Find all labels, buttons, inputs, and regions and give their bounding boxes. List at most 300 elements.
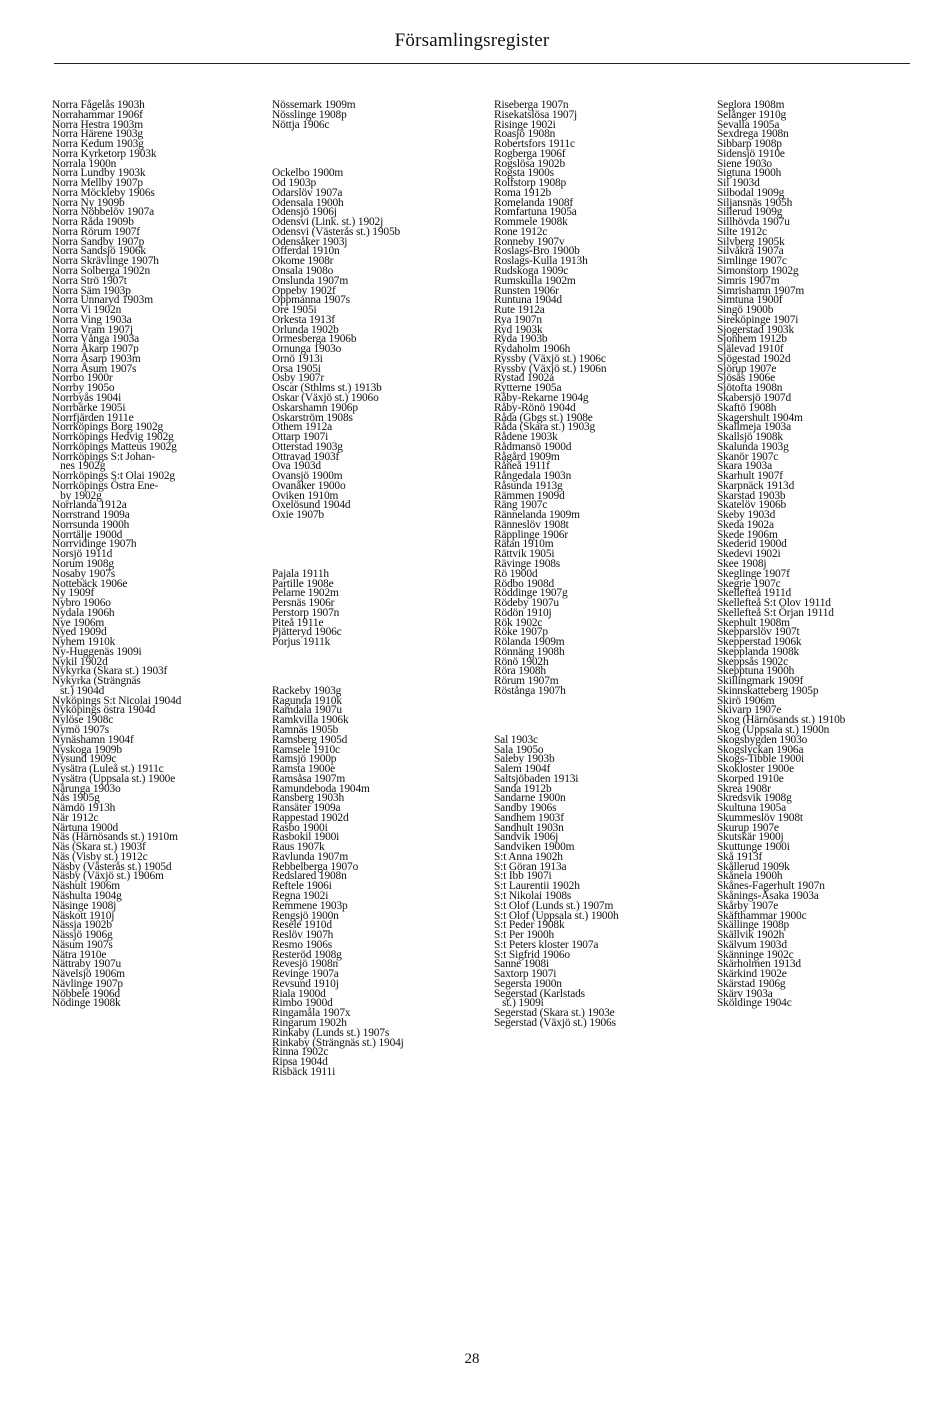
register-entry: Skrea 1908r	[717, 782, 771, 795]
register-entry: Rök 1902c	[494, 616, 543, 629]
column-gap	[272, 658, 487, 668]
register-entry: Ramnäs 1905b	[272, 724, 339, 736]
register-entry: Ottarp 1907i	[272, 431, 329, 444]
register-entry: Rytterne 1905a	[494, 382, 562, 395]
register-entry: Norum 1908g	[52, 557, 114, 570]
register-entry: Rinna 1902c	[272, 1046, 329, 1059]
register-entry: Skurup 1907e	[717, 821, 779, 834]
register-entry: Nottebäck 1906e	[52, 577, 128, 590]
register-entry: Näskott 1910j	[52, 909, 115, 922]
register-entry: Norra Unnaryd 1903m	[52, 294, 153, 307]
register-entry: Oppeby 1902f	[272, 284, 336, 297]
register-entry: Norrlanda 1912a	[52, 499, 127, 512]
register-entry: Silvberg 1905k	[717, 235, 785, 248]
register-entry: Ramsjö 1900p	[272, 753, 337, 766]
register-entry: När 1912c	[52, 811, 99, 824]
register-entry: Ransberg 1903h	[272, 792, 345, 805]
register-entry: Skee 1908j	[717, 557, 767, 570]
register-entry: Skogsbygden 1903o	[717, 733, 808, 746]
register-entry: Ramsta 1900e	[272, 763, 336, 776]
register-entry: Oxie 1907b	[272, 509, 324, 522]
register-entry: Rö 1900d	[494, 567, 538, 580]
register-entry: Nyhem 1910k	[52, 636, 116, 649]
register-entry: Skellefteå 1911d	[717, 587, 792, 600]
register-entry: Nätra 1910e	[52, 948, 107, 961]
register-entry: Ronneby 1907v	[494, 235, 565, 248]
register-entry: Ny 1909f	[52, 587, 95, 600]
register-entry: Rogslösa 1902b	[494, 157, 565, 170]
register-entry: Rystad 1902a	[494, 372, 555, 385]
register-entry: Piteå 1911e	[272, 616, 324, 629]
register-entry: Rumskulla 1902m	[494, 274, 576, 287]
register-entry: Skarpnäck 1913d	[717, 479, 795, 492]
register-entry: Rommele 1908k	[494, 216, 568, 229]
register-entry: Sandby 1906s	[494, 802, 557, 815]
register-entry: Skarhult 1907f	[717, 470, 783, 483]
register-entry: Ramdala 1907u	[272, 704, 342, 717]
register-entry: Råby-Rekarne 1904g	[494, 391, 589, 404]
register-entry: Revinge 1907a	[272, 968, 339, 981]
register-entry: Salem 1904f	[494, 763, 551, 776]
register-entry: Sandhult 1903n	[494, 821, 564, 834]
register-entry: Ornunga 1903o	[272, 343, 342, 356]
register-entry: Nämdö 1913h	[52, 802, 116, 815]
register-entry: Nykil 1902d	[52, 655, 108, 668]
register-entry: Ockelbo 1900m	[272, 167, 344, 180]
register-entry: Nyed 1909d	[52, 626, 107, 639]
register-entry: Risekatslösa 1907j	[494, 108, 578, 121]
register-entry: Simtuna 1900f	[717, 294, 783, 307]
register-entry: Sandviken 1900m	[494, 841, 575, 854]
register-entry: st.) 1904d	[52, 684, 105, 697]
register-entry: Skärv 1903a	[717, 987, 773, 1000]
register-entry: Robertsfors 1911c	[494, 138, 575, 151]
register-entry: Skillingmark 1909f	[717, 675, 804, 688]
register-entry: Segersta 1900n	[494, 977, 562, 990]
register-entry: Resteröd 1908g	[272, 948, 342, 961]
register-entry: Orkesta 1913f	[272, 313, 335, 326]
register-entry: by 1902g	[52, 489, 102, 502]
register-entry: Ryd 1903k	[494, 323, 543, 336]
register-entry: Skå 1913f	[717, 850, 763, 863]
register-entry: Norra Skrävlinge 1907h	[52, 255, 159, 268]
register-entry: Riala 1900d	[272, 987, 326, 1000]
register-entry: Sandhem 1903f	[494, 811, 564, 824]
register-entry: Ransäter 1909a	[272, 802, 341, 815]
register-entry: Pajala 1911h	[272, 567, 329, 580]
register-entry: Skånings-Åsaka 1903a	[717, 890, 819, 903]
register-entry: Skinnskatteberg 1905p	[717, 684, 819, 697]
register-entry: S:t Olof (Lunds st.) 1907m	[494, 899, 614, 912]
register-entry: Odensvi (Link. st.) 1902j	[272, 216, 384, 229]
register-entry: Sidensjö 1910e	[717, 147, 785, 160]
register-entry: Nymö 1907s	[52, 724, 110, 736]
register-entry: Nykyrka (Strängnäs	[52, 675, 141, 688]
register-entry: Skärstad 1906g	[717, 977, 786, 990]
register-entry: Revesjö 1908n	[272, 958, 339, 971]
register-entry: Norrköpings Borg 1902g	[52, 421, 164, 434]
register-entry: Rudskoga 1909c	[494, 265, 569, 278]
register-entry: Skara 1903a	[717, 460, 772, 473]
register-entry: Norra Sandsjö 1906k	[52, 245, 146, 258]
register-entry: Sal 1903c	[494, 733, 538, 746]
register-entry: Sjösås 1906e	[717, 372, 776, 385]
register-entry: Persnäs 1906r	[272, 597, 335, 610]
register-entry: Skedevi 1902i	[717, 548, 781, 561]
register-entry: Rone 1912c	[494, 225, 548, 238]
register-entry: Skepplanda 1908k	[717, 645, 800, 658]
register-entry: Norrköpings Östra Ene-	[52, 479, 159, 492]
register-entry: Ryssby (Växjö st.) 1906c	[494, 352, 606, 365]
register-entry: Runsten 1906r	[494, 284, 559, 297]
register-entry: Norrsunda 1900h	[52, 518, 130, 531]
register-entry: Silbodal 1909g	[717, 186, 785, 199]
register-entry: Orlunda 1902b	[272, 323, 339, 336]
register-entry: Odarslöv 1907a	[272, 186, 343, 199]
column-gap	[272, 140, 487, 150]
register-entry: Nösslinge 1908p	[272, 108, 347, 121]
register-entry: Silte 1912c	[717, 225, 767, 238]
register-entry: Röstånga 1907h	[494, 684, 566, 697]
register-entry: Rödeby 1907u	[494, 597, 559, 610]
register-entry: Norra Fågelås 1903h	[52, 99, 145, 111]
register-entry: Risbäck 1911i	[272, 1065, 336, 1078]
register-entry: Rydaholm 1906h	[494, 343, 571, 356]
register-entry: Skultuna 1905a	[717, 802, 787, 815]
register-entry: Roasjö 1908n	[494, 128, 556, 141]
register-entry: Skepperstad 1906k	[717, 636, 802, 649]
register-entry: Råda (Gbgs st.) 1908e	[494, 411, 593, 424]
register-entry: Ova 1903d	[272, 460, 321, 473]
register-entry: Sjogerstad 1903k	[717, 323, 795, 336]
register-entry: Rolfstorp 1908p	[494, 177, 567, 190]
register-entry: Skabersjö 1907d	[717, 391, 791, 404]
column-gap	[272, 667, 487, 677]
register-entry: st.) 1909i	[494, 997, 544, 1010]
register-entry: Rogberga 1906f	[494, 147, 566, 160]
register-entry: Skirö 1906m	[717, 694, 775, 707]
register-entry: Norra Vi 1902n	[52, 304, 122, 317]
register-entry: Segerstad (Karlstads	[494, 987, 585, 1000]
register-entry: Sjötofta 1908n	[717, 382, 783, 395]
register-entry: Resele 1910d	[272, 919, 332, 932]
register-entry: Nybro 1906o	[52, 597, 111, 610]
register-entry: Oskar (Växjö st.) 1906o	[272, 391, 379, 404]
register-entry: Norrstrand 1909a	[52, 509, 130, 522]
register-entry: Ryssby (Växjö st.) 1906n	[494, 362, 607, 375]
register-entry: Odensvi (Västerås st.) 1905b	[272, 225, 401, 238]
register-entry: Roslags-Kulla 1913h	[494, 255, 588, 268]
register-entry: Skredsvik 1908g	[717, 792, 792, 805]
register-entry: Orsa 1905i	[272, 362, 321, 375]
column-gap	[272, 150, 487, 160]
register-entry: Ragunda 1910k	[272, 694, 342, 707]
register-entry: S:t Olof (Uppsala st.) 1900h	[494, 909, 619, 922]
register-entry: Röra 1908h	[494, 665, 546, 678]
register-entry: Norrbyås 1904i	[52, 391, 122, 404]
register-entry: Porjus 1911k	[272, 636, 331, 649]
register-entry: Simonstorp 1902g	[717, 265, 799, 278]
register-entry: Runtuna 1904d	[494, 294, 562, 307]
register-entry: Offerdal 1910n	[272, 245, 340, 258]
register-entry: Skällinge 1908p	[717, 919, 790, 932]
register-entry: Näshulta 1904g	[52, 890, 122, 903]
register-column-2	[272, 101, 487, 1078]
register-entry: Nyköpings östra 1904d	[52, 704, 156, 717]
register-entry: Rackeby 1903g	[272, 684, 342, 697]
register-entry: Skållerud 1909k	[717, 860, 790, 873]
register-entry: Rasbo 1900i	[272, 821, 328, 834]
register-entry: Odensjö 1906j	[272, 206, 337, 219]
register-entry: Råneå 1911f	[494, 460, 550, 473]
register-entry: Risinge 1902i	[494, 118, 556, 131]
register-entry: Norra Åsarp 1903m	[52, 352, 141, 365]
register-entry: Norra Rörum 1907f	[52, 225, 140, 238]
register-entry: S:t Göran 1913a	[494, 860, 567, 873]
register-entry: Skaftö 1908h	[717, 401, 777, 414]
register-entry: Ornö 1913i	[272, 352, 323, 365]
register-entry: Ryda 1903b	[494, 333, 548, 346]
register-entry: S:t Per 1900h	[494, 929, 555, 942]
register-entry: Ramundeboda 1904m	[272, 782, 370, 795]
register-entry: Skalunda 1903g	[717, 440, 789, 453]
register-entry: Rölanda 1909m	[494, 636, 565, 649]
register-entry: Rännelanda 1909m	[494, 509, 580, 522]
register-entry: Råsunda 1913g	[494, 479, 563, 492]
register-entry: Skånela 1900h	[717, 870, 783, 883]
register-entry: Roslags-Bro 1900b	[494, 245, 580, 258]
register-entry: Ramsele 1910c	[272, 743, 340, 756]
register-entry: Skivarp 1907e	[717, 704, 782, 717]
register-entry: Regna 1902i	[272, 890, 329, 903]
register-entry: Norrköpings S:t Johan-	[52, 450, 156, 463]
register-entry: Skorped 1910e	[717, 772, 784, 785]
register-entry: Skällvik 1902h	[717, 929, 785, 942]
register-entry: Rödön 1910j	[494, 606, 552, 619]
register-entry: Norra Åsum 1907s	[52, 362, 137, 375]
register-entry: Sil 1903d	[717, 177, 760, 190]
register-entry: Nysätra (Luleå st.) 1911c	[52, 763, 164, 776]
register-entry: Odensala 1900h	[272, 196, 344, 209]
register-entry: S:t Nikolai 1908s	[494, 890, 572, 903]
register-entry: Nöbbele 1906d	[52, 987, 120, 1000]
register-entry: Simris 1907m	[717, 274, 780, 287]
register-entry: Onslunda 1907m	[272, 274, 349, 287]
register-entry: Skärholmen 1913d	[717, 958, 801, 971]
register-entry: Sigtuna 1900h	[717, 167, 782, 180]
register-entry: Ramsåsa 1907m	[272, 772, 346, 785]
register-entry: S:t Peters kloster 1907a	[494, 938, 599, 951]
register-entry: Nylöse 1908c	[52, 714, 114, 727]
register-entry: S:t Peder 1908k	[494, 919, 565, 932]
register-entry: Oviken 1910m	[272, 489, 339, 502]
register-entry: Norrköpings S:t Olai 1902g	[52, 470, 175, 483]
register-entry: Rågård 1909m	[494, 450, 560, 463]
register-entry: Sillerud 1909g	[717, 206, 783, 219]
register-entry: Norra Härene 1903g	[52, 128, 143, 141]
register-entry: Seglora 1908m	[717, 99, 785, 111]
column-gap	[272, 521, 487, 531]
register-entry: Nässjö 1906g	[52, 929, 113, 942]
register-entry: Pelarne 1902m	[272, 587, 339, 600]
register-entry: Nyskoga 1909b	[52, 743, 122, 756]
register-entry: S:t Ibb 1907i	[494, 870, 552, 883]
register-entry: Skeppsås 1902c	[717, 655, 788, 668]
register-entry: Skederid 1900d	[717, 538, 787, 551]
register-entry: Näs (Skara st.) 1903f	[52, 841, 146, 854]
register-entry: Simrishamn 1907m	[717, 284, 805, 297]
register-entry: Sillhövda 1907u	[717, 216, 790, 229]
register-entry: Sexdrega 1908n	[717, 128, 789, 141]
register-entry: Skutskär 1900j	[717, 831, 784, 844]
register-entry: Norrtälje 1900d	[52, 528, 123, 541]
register-entry: Sjonhem 1912b	[717, 333, 787, 346]
register-entry: S:t Sigfrid 1906o	[494, 948, 570, 961]
register-entry: Skephult 1908m	[717, 616, 790, 629]
register-column-3	[494, 101, 709, 1029]
register-entry: Rimbo 1900d	[272, 997, 333, 1010]
register-entry: Sala 1905o	[494, 743, 544, 756]
register-entry: Sjörup 1907e	[717, 362, 777, 375]
register-entry: Rättvik 1905i	[494, 548, 555, 561]
register-entry: Ränneslöv 1908t	[494, 518, 569, 531]
register-entry: Norra Mellby 1907p	[52, 177, 143, 190]
register-entry: Rådmansö 1900d	[494, 440, 572, 453]
register-entry: Norra Ny 1909b	[52, 196, 125, 209]
register-entry: Norrbo 1900r	[52, 372, 113, 385]
register-entry: Skeglinge 1907f	[717, 567, 790, 580]
register-entry: Rute 1912a	[494, 304, 545, 317]
register-entry: Skarstad 1903b	[717, 489, 786, 502]
register-entry: Reslöv 1907h	[272, 929, 334, 942]
register-entry: Sanda 1912b	[494, 782, 552, 795]
register-entry: Nynäshamn 1904f	[52, 733, 134, 746]
register-entry: Skagershult 1904m	[717, 411, 803, 424]
register-entry: Nättraby 1907u	[52, 958, 122, 971]
register-entry: S:t Laurentii 1902h	[494, 880, 580, 893]
register-entry: Oppmanna 1907s	[272, 294, 350, 307]
register-entry: Norrahammar 1906f	[52, 108, 143, 121]
register-entry: Rådene 1903k	[494, 431, 558, 444]
register-entry: Norrbärke 1905i	[52, 401, 126, 414]
register-entry: Saltsjöbaden 1913i	[494, 772, 579, 785]
register-entry: Partille 1908e	[272, 577, 334, 590]
register-entry: Oskarström 1908s	[272, 411, 353, 424]
register-entry: Ovanåker 1900o	[272, 479, 346, 492]
register-entry: Skånes-Fagerhult 1907n	[717, 880, 825, 893]
register-entry: Närtuna 1900d	[52, 821, 119, 834]
register-entry: Oskarshamn 1906p	[272, 401, 358, 414]
register-entry: Skog (Härnösands st.) 1910b	[717, 714, 846, 727]
register-entry: Rämmen 1909d	[494, 489, 565, 502]
register-entry: Rasbokil 1900i	[272, 831, 340, 844]
register-entry: Saxtorp 1907i	[494, 968, 557, 981]
register-entry: Sibbarp 1908p	[717, 138, 782, 151]
register-entry: Norra Kyrketorp 1903k	[52, 147, 157, 160]
register-entry: Skellefteå S:t Örjan 1911d	[717, 606, 834, 619]
register-entry: Rönnäng 1908h	[494, 645, 565, 658]
register-entry: Nysätra (Uppsala st.) 1900e	[52, 772, 176, 785]
register-entry: Skepparslöv 1907t	[717, 626, 800, 639]
register-entry: Ovansjö 1900m	[272, 470, 343, 483]
register-entry: Näsby (Västerås st.) 1905d	[52, 860, 172, 873]
register-entry: Rätan 1910m	[494, 538, 554, 551]
page-title: Församlingsregister	[394, 30, 550, 51]
register-entry: Riseberga 1907n	[494, 99, 569, 111]
register-entry: Rödbo 1908d	[494, 577, 555, 590]
register-entry: Otterstad 1903g	[272, 440, 343, 453]
register-entry: Nyköpings S:t Nicolai 1904d	[52, 694, 182, 707]
register-entry: Skuttunge 1900i	[717, 841, 790, 854]
register-entry: Norra Nöbbelöv 1907a	[52, 206, 155, 219]
register-entry: Norra Säm 1903p	[52, 284, 131, 297]
register-entry: S:t Anna 1902h	[494, 850, 563, 863]
register-entry: Näsby (Växjö st.) 1906m	[52, 870, 164, 883]
register-entry: Skanör 1907c	[717, 450, 779, 463]
register-entry: Skog (Uppsala st.) 1900n	[717, 724, 830, 736]
register-entry: Själevad 1910f	[717, 343, 784, 356]
register-entry: Ringarum 1902h	[272, 1016, 347, 1029]
register-entry: Rörum 1907m	[494, 675, 559, 688]
register-entry: Onsala 1908o	[272, 265, 334, 278]
register-entry: Norra Ving 1903a	[52, 313, 132, 326]
register-entry: Nävlinge 1907p	[52, 977, 123, 990]
register-entry: Ramsberg 1905d	[272, 733, 348, 746]
register-entry: Resmo 1906s	[272, 938, 333, 951]
register-entry: Norra Hestra 1903m	[52, 118, 143, 131]
register-entry: Nosaby 1907s	[52, 567, 116, 580]
register-entry: Skellefteå S:t Olov 1911d	[717, 597, 831, 610]
register-entry: Nöttja 1906c	[272, 118, 330, 131]
register-entry: Revsund 1910j	[272, 977, 339, 990]
column-gap	[494, 697, 709, 707]
register-entry: Raus 1907k	[272, 841, 325, 854]
register-entry: Okome 1908r	[272, 255, 334, 268]
register-entry: Nävelsjö 1906m	[52, 968, 125, 981]
column-gap	[494, 716, 709, 726]
register-entry: Nås 1905g	[52, 792, 100, 805]
register-entry: Skänninge 1902c	[717, 948, 794, 961]
register-entry: Rengsjö 1900n	[272, 909, 339, 922]
column-gap	[272, 550, 487, 560]
register-entry: Norrala 1900n	[52, 157, 117, 170]
register-entry: Ravlunda 1907m	[272, 850, 349, 863]
register-entry: Rinkaby (Lunds st.) 1907s	[272, 1026, 390, 1039]
register-entry: Osby 1907r	[272, 372, 324, 385]
register-entry: Rönö 1902h	[494, 655, 549, 668]
register-entry: Nye 1906m	[52, 616, 105, 629]
register-entry: Skokloster 1900e	[717, 763, 795, 776]
register-entry: Ripsa 1904d	[272, 1056, 328, 1069]
register-entry: Skälvum 1903d	[717, 938, 787, 951]
register-entry: Norrköpings Hedvig 1902g	[52, 431, 174, 444]
register-entry: Röke 1907p	[494, 626, 548, 639]
register-entry: Norra Solberga 1902n	[52, 265, 151, 278]
register-entry: Norrby 1905o	[52, 382, 115, 395]
register-column-4	[717, 101, 932, 1009]
register-entry: Näsum 1907s	[52, 938, 113, 951]
register-entry: Oxelösund 1904d	[272, 499, 351, 512]
register-entry: Romelanda 1908f	[494, 196, 574, 209]
register-entry: Skummeslöv 1908t	[717, 811, 803, 824]
register-entry: Råby-Rönö 1904d	[494, 401, 576, 414]
register-entry: Skede 1906m	[717, 528, 778, 541]
register-entry: Skallsjö 1908k	[717, 431, 783, 444]
register-entry: Rebbelberga 1907o	[272, 860, 359, 873]
register-entry: Nysund 1909c	[52, 753, 117, 766]
register-entry: Od 1903p	[272, 177, 317, 190]
register-entry: Rinkaby (Strängnäs st.) 1904j	[272, 1036, 404, 1049]
